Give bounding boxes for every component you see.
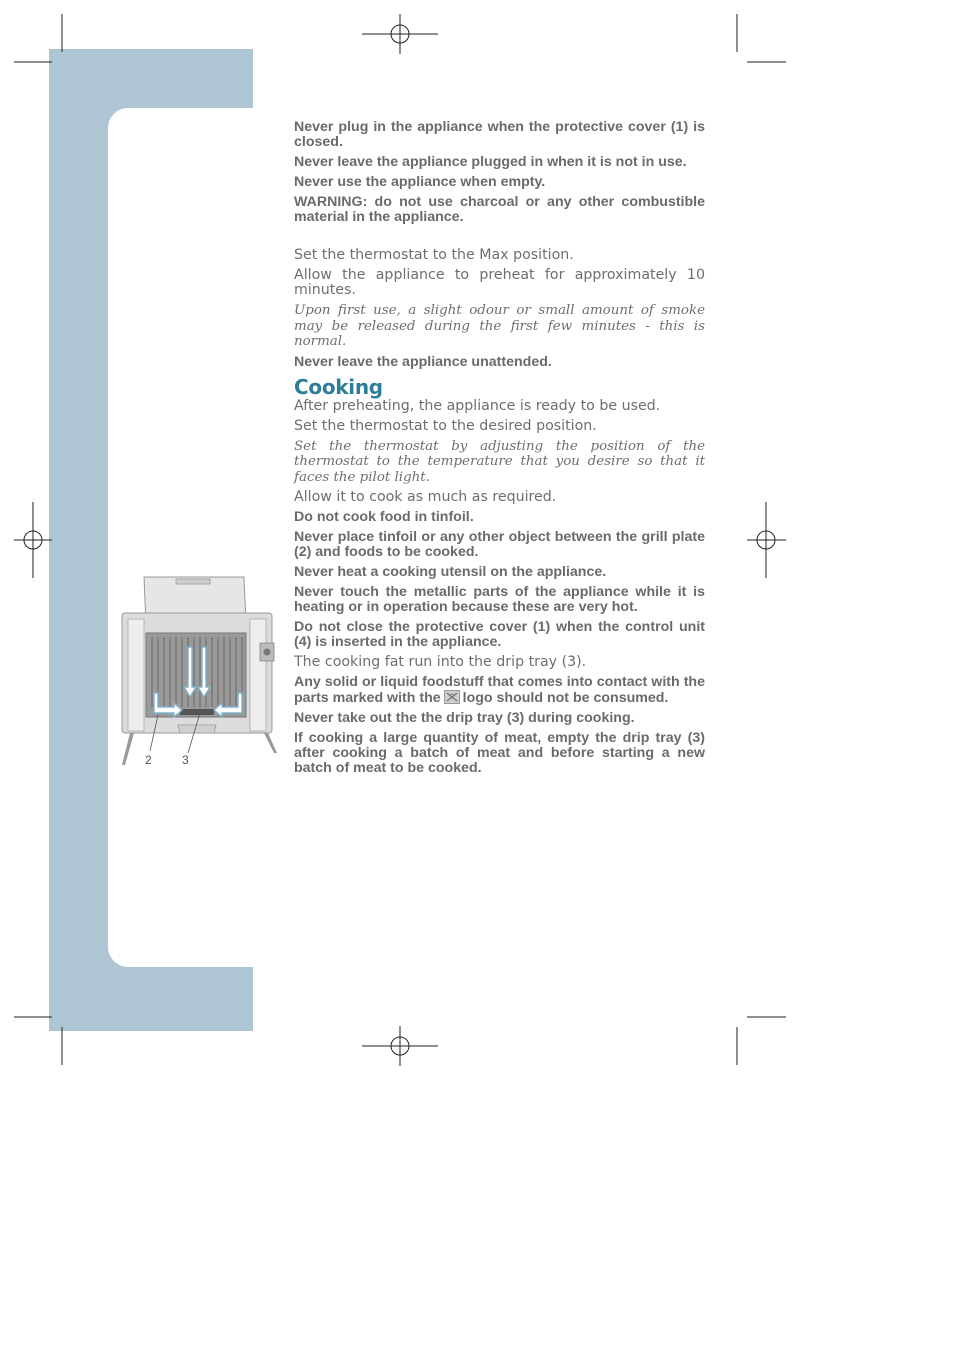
food-contact-text-before: Any solid or liquid foodstuff that comes into contact with the parts marked with the xyxy=(294,674,705,706)
grill-illustration xyxy=(118,575,278,775)
safety-warning: Never use the appliance when empty. xyxy=(294,174,546,190)
instructions-column xyxy=(294,120,705,781)
cooking-warning: Never heat a cooking utensil on the appliance. xyxy=(294,564,607,580)
preheat-warning: Never leave the appliance unattended. xyxy=(294,353,552,370)
cooking-warning: Do not close the protective cover (1) when the control unit (4) is inserted in the appliance. xyxy=(294,619,705,650)
cooking-warning: Never place tinfoil or any other object between the grill plate (2) and foods to be cooked. xyxy=(294,529,705,560)
food-contact-warning xyxy=(294,675,705,706)
not-food-safe-logo-icon xyxy=(444,690,460,704)
section-gap xyxy=(294,230,705,248)
section-heading-cooking: Cooking xyxy=(294,374,383,399)
cooking-warning: Never touch the metallic parts of the appliance while it is heating or in operation because these are very hot. xyxy=(294,584,705,615)
cooking-step: Set the thermostat to the desired position. xyxy=(294,417,597,434)
callout-grill-plate: 2 xyxy=(145,753,152,767)
safety-warning: Never leave the appliance plugged in when it is not in use. xyxy=(294,154,687,170)
callout-drip-tray: 3 xyxy=(182,753,189,767)
safety-warning: Never plug in the appliance when the protective cover (1) is closed. xyxy=(294,119,705,150)
cooking-warning: If cooking a large quantity of meat, empty the drip tray (3) after cooking a batch of meat and before starting a new batch of meat to be cooked. xyxy=(294,730,705,776)
fat-note: The cooking fat run into the drip tray (3). xyxy=(294,654,587,670)
preheat-step: Allow the appliance to preheat for approximately 10 minutes. xyxy=(294,267,705,298)
cooking-step: Allow it to cook as much as required. xyxy=(294,489,557,505)
grill-drawing xyxy=(118,575,278,775)
food-contact-text-after: logo should not be consumed. xyxy=(462,690,669,706)
preheat-note: Upon first use, a slight odour or small amount of smoke may be released during the first few minutes - this is normal. xyxy=(294,303,705,349)
cooking-warning: Never take out the the drip tray (3) during cooking. xyxy=(294,710,635,726)
cooking-note: Set the thermostat by adjusting the position of the thermostat to the temperature that you desire so that it faces the pilot light. xyxy=(294,438,705,485)
cooking-step: After preheating, the appliance is ready to be used. xyxy=(294,397,661,414)
cooking-warning: Do not cook food in tinfoil. xyxy=(294,509,474,525)
preheat-step: Set the thermostat to the Max position. xyxy=(294,247,574,263)
safety-warning: WARNING: do not use charcoal or any other combustible material in the appliance. xyxy=(294,194,705,225)
